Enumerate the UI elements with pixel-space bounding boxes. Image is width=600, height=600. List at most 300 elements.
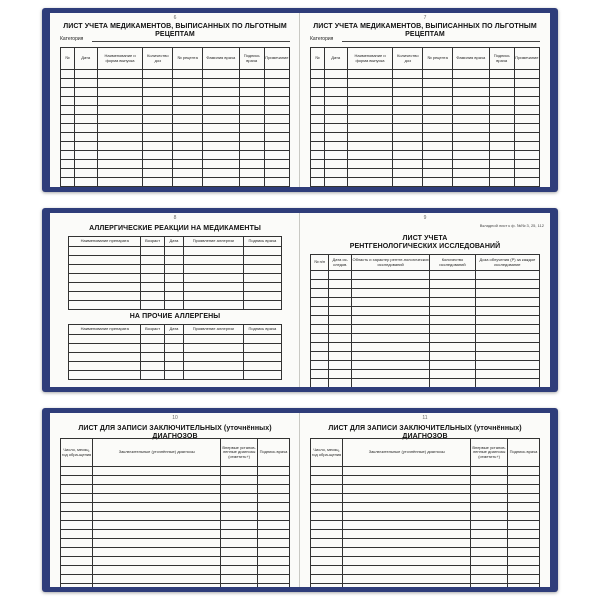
table-cell bbox=[143, 88, 173, 97]
table-cell bbox=[514, 169, 539, 178]
table-cell bbox=[93, 539, 221, 548]
table-cell bbox=[311, 151, 325, 160]
table-cell bbox=[97, 88, 143, 97]
table-row bbox=[61, 539, 290, 548]
table-cell bbox=[184, 292, 244, 301]
table-cell bbox=[475, 307, 539, 316]
table-cell bbox=[173, 178, 203, 187]
table-cell bbox=[243, 371, 281, 380]
table-cell bbox=[143, 142, 173, 151]
table-cell bbox=[97, 142, 143, 151]
table-cell bbox=[264, 106, 289, 115]
table-cell bbox=[93, 503, 221, 512]
table-cell bbox=[257, 512, 289, 521]
table-cell bbox=[352, 343, 430, 352]
table-row bbox=[311, 379, 540, 388]
table-cell bbox=[61, 106, 75, 115]
header-cell: Наименование препарата bbox=[69, 237, 141, 247]
table-cell bbox=[311, 467, 343, 476]
table-cell bbox=[69, 344, 141, 353]
table-cell bbox=[202, 115, 239, 124]
table-cell bbox=[221, 584, 258, 588]
table-cell bbox=[347, 124, 393, 133]
header-cell: Подпись врача bbox=[489, 48, 514, 70]
table-row bbox=[311, 289, 540, 298]
table-cell bbox=[452, 133, 489, 142]
table-cell bbox=[507, 467, 539, 476]
page-number: 9 bbox=[423, 215, 427, 221]
table-cell bbox=[202, 79, 239, 88]
table-cell bbox=[489, 79, 514, 88]
page-right bbox=[300, 413, 550, 587]
table-cell bbox=[173, 187, 203, 188]
table-row bbox=[61, 133, 290, 142]
table-cell bbox=[475, 316, 539, 325]
table-cell bbox=[352, 307, 430, 316]
header-cell: Подпись врача bbox=[239, 48, 264, 70]
table-cell bbox=[143, 151, 173, 160]
table-cell bbox=[141, 256, 164, 265]
table-cell bbox=[393, 178, 423, 187]
table-cell bbox=[311, 178, 325, 187]
table-cell bbox=[471, 467, 508, 476]
table-cell bbox=[507, 512, 539, 521]
table-cell bbox=[61, 160, 75, 169]
table-cell bbox=[311, 307, 329, 316]
table-cell bbox=[164, 353, 183, 362]
table-cell bbox=[184, 283, 244, 292]
table-cell bbox=[507, 557, 539, 566]
table-cell bbox=[452, 106, 489, 115]
table-cell bbox=[347, 178, 393, 187]
table-cell bbox=[74, 106, 97, 115]
table-cell bbox=[164, 274, 183, 283]
table-cell bbox=[324, 115, 347, 124]
table-cell bbox=[164, 371, 183, 380]
table-cell bbox=[507, 548, 539, 557]
header-cell: № рецепта bbox=[423, 48, 453, 70]
table-cell bbox=[311, 476, 343, 485]
table-cell bbox=[239, 133, 264, 142]
table-cell bbox=[239, 151, 264, 160]
table-cell bbox=[221, 467, 258, 476]
table-cell bbox=[489, 178, 514, 187]
table-cell bbox=[430, 343, 476, 352]
table-cell bbox=[343, 575, 471, 584]
table-cell bbox=[507, 503, 539, 512]
header-cell: Проявление аллергии bbox=[184, 325, 244, 335]
table-cell bbox=[74, 169, 97, 178]
table-cell bbox=[324, 187, 347, 188]
table-cell bbox=[430, 334, 476, 343]
table-cell bbox=[164, 335, 183, 344]
table-cell bbox=[324, 70, 347, 79]
table-cell bbox=[243, 353, 281, 362]
table-cell bbox=[324, 133, 347, 142]
table-cell bbox=[507, 521, 539, 530]
table-cell bbox=[257, 548, 289, 557]
table-cell bbox=[257, 584, 289, 588]
table-cell bbox=[221, 503, 258, 512]
table-cell bbox=[343, 503, 471, 512]
table-cell bbox=[69, 371, 141, 380]
table-row bbox=[61, 160, 290, 169]
table-cell bbox=[430, 379, 476, 388]
table-row bbox=[61, 88, 290, 97]
table-row bbox=[61, 584, 290, 588]
table-cell bbox=[507, 539, 539, 548]
table-cell bbox=[347, 169, 393, 178]
table-cell bbox=[507, 476, 539, 485]
table-row bbox=[61, 494, 290, 503]
table-cell bbox=[164, 344, 183, 353]
table-row bbox=[61, 115, 290, 124]
table-cell bbox=[343, 485, 471, 494]
table-cell bbox=[61, 494, 93, 503]
table-cell bbox=[489, 106, 514, 115]
table-cell bbox=[352, 334, 430, 343]
table-cell bbox=[143, 178, 173, 187]
table-cell bbox=[264, 178, 289, 187]
table-cell bbox=[475, 298, 539, 307]
table-cell bbox=[74, 133, 97, 142]
table-cell bbox=[329, 289, 352, 298]
table-cell bbox=[311, 503, 343, 512]
table-cell bbox=[243, 283, 281, 292]
table-cell bbox=[61, 575, 93, 584]
table-row bbox=[311, 70, 540, 79]
table-row bbox=[61, 467, 290, 476]
header-cell: Число, месяц, год обра-щения bbox=[61, 439, 93, 467]
header-cell: Число, месяц, год обра-щения bbox=[311, 439, 343, 467]
table-cell bbox=[347, 79, 393, 88]
table-row bbox=[61, 485, 290, 494]
table-cell bbox=[489, 142, 514, 151]
table-row bbox=[61, 575, 290, 584]
table-cell bbox=[514, 79, 539, 88]
table-cell bbox=[143, 106, 173, 115]
table-cell bbox=[74, 160, 97, 169]
table-cell bbox=[393, 151, 423, 160]
table-row bbox=[311, 584, 540, 588]
table-cell bbox=[221, 530, 258, 539]
header-cell: Заключительные (уточнённые) диагнозы bbox=[343, 439, 471, 467]
table-cell bbox=[393, 115, 423, 124]
table-cell bbox=[514, 142, 539, 151]
table-cell bbox=[471, 575, 508, 584]
table-cell bbox=[347, 187, 393, 188]
table-cell bbox=[507, 566, 539, 575]
page-title-line1: ЛИСТ УЧЕТА bbox=[402, 235, 448, 242]
table-cell bbox=[164, 247, 183, 256]
table-cell bbox=[393, 142, 423, 151]
table-cell bbox=[239, 106, 264, 115]
table-cell bbox=[143, 187, 173, 188]
table-cell bbox=[202, 88, 239, 97]
table-row bbox=[61, 187, 290, 188]
table-cell bbox=[264, 70, 289, 79]
diagnosis-table bbox=[310, 438, 540, 587]
header-cell: Дата ис-следов. bbox=[329, 255, 352, 271]
table-cell bbox=[141, 371, 164, 380]
table-cell bbox=[69, 274, 141, 283]
table-cell bbox=[164, 265, 183, 274]
table-cell bbox=[74, 70, 97, 79]
table-cell bbox=[430, 370, 476, 379]
table-cell bbox=[423, 178, 453, 187]
table-row bbox=[311, 494, 540, 503]
table-cell bbox=[239, 169, 264, 178]
table-cell bbox=[93, 485, 221, 494]
header-cell: Дата bbox=[324, 48, 347, 70]
table-cell bbox=[329, 316, 352, 325]
table-cell bbox=[221, 512, 258, 521]
table-cell bbox=[97, 133, 143, 142]
table-cell bbox=[93, 512, 221, 521]
table-cell bbox=[311, 557, 343, 566]
table-cell bbox=[475, 343, 539, 352]
table-cell bbox=[143, 124, 173, 133]
table-cell bbox=[69, 247, 141, 256]
table-cell bbox=[239, 79, 264, 88]
table-cell bbox=[239, 178, 264, 187]
table-cell bbox=[184, 344, 244, 353]
record-book-2 bbox=[42, 208, 558, 392]
table-cell bbox=[61, 97, 75, 106]
table-cell bbox=[74, 151, 97, 160]
table-cell bbox=[347, 115, 393, 124]
table-cell bbox=[352, 280, 430, 289]
medication-table bbox=[310, 47, 540, 187]
table-cell bbox=[423, 79, 453, 88]
table-cell bbox=[311, 521, 343, 530]
table-cell bbox=[61, 124, 75, 133]
table-cell bbox=[239, 88, 264, 97]
table-cell bbox=[74, 142, 97, 151]
table-cell bbox=[311, 530, 343, 539]
table-cell bbox=[61, 133, 75, 142]
table-cell bbox=[489, 124, 514, 133]
table-row bbox=[311, 343, 540, 352]
table-cell bbox=[347, 151, 393, 160]
table-row bbox=[69, 362, 282, 371]
table-cell bbox=[324, 124, 347, 133]
table-cell bbox=[471, 530, 508, 539]
table-cell bbox=[173, 169, 203, 178]
table-cell bbox=[257, 503, 289, 512]
table-cell bbox=[264, 142, 289, 151]
table-cell bbox=[61, 187, 75, 188]
table-row bbox=[311, 316, 540, 325]
table-cell bbox=[184, 371, 244, 380]
table-cell bbox=[239, 115, 264, 124]
table-row bbox=[69, 335, 282, 344]
table-cell bbox=[69, 335, 141, 344]
table-cell bbox=[423, 160, 453, 169]
table-cell bbox=[61, 476, 93, 485]
table-row bbox=[311, 124, 540, 133]
table-cell bbox=[93, 557, 221, 566]
table-row bbox=[61, 521, 290, 530]
table-cell bbox=[430, 307, 476, 316]
table-cell bbox=[475, 289, 539, 298]
table-cell bbox=[311, 316, 329, 325]
table-cell bbox=[514, 88, 539, 97]
header-cell: Возраст bbox=[141, 237, 164, 247]
table-cell bbox=[264, 124, 289, 133]
table-cell bbox=[93, 548, 221, 557]
table-cell bbox=[164, 283, 183, 292]
table-cell bbox=[173, 88, 203, 97]
table-cell bbox=[423, 106, 453, 115]
table-cell bbox=[264, 88, 289, 97]
header-cell: Наименование и форма выпуска bbox=[347, 48, 393, 70]
table-cell bbox=[164, 301, 183, 310]
table-row bbox=[61, 530, 290, 539]
table-cell bbox=[471, 503, 508, 512]
table-cell bbox=[221, 575, 258, 584]
table-cell bbox=[221, 521, 258, 530]
table-cell bbox=[471, 548, 508, 557]
table-cell bbox=[74, 187, 97, 188]
table-cell bbox=[173, 151, 203, 160]
table-cell bbox=[324, 160, 347, 169]
table-cell bbox=[324, 106, 347, 115]
table-cell bbox=[97, 178, 143, 187]
table-row bbox=[69, 292, 282, 301]
table-row bbox=[61, 476, 290, 485]
table-cell bbox=[343, 566, 471, 575]
table-cell bbox=[184, 247, 244, 256]
table-cell bbox=[69, 301, 141, 310]
table-cell bbox=[471, 584, 508, 588]
page-number: 8 bbox=[173, 215, 177, 221]
table-row bbox=[69, 371, 282, 380]
table-cell bbox=[184, 353, 244, 362]
table-cell bbox=[257, 485, 289, 494]
table-cell bbox=[93, 494, 221, 503]
table-cell bbox=[514, 160, 539, 169]
page-right bbox=[300, 213, 550, 387]
table-cell bbox=[143, 160, 173, 169]
header-cell: Фамилия врача bbox=[202, 48, 239, 70]
table-row bbox=[311, 298, 540, 307]
table-cell bbox=[423, 169, 453, 178]
table-cell bbox=[471, 557, 508, 566]
table-cell bbox=[324, 178, 347, 187]
page-title: ЛИСТ УЧЕТА МЕДИКАМЕНТОВ, ВЫПИСАННЫХ ПО ЛЬГОТНЫМ РЕЦЕПТАМ bbox=[63, 23, 287, 38]
table-cell bbox=[311, 271, 329, 280]
table-row bbox=[311, 151, 540, 160]
table-cell bbox=[257, 476, 289, 485]
table-cell bbox=[61, 115, 75, 124]
category-line bbox=[342, 41, 540, 42]
table-cell bbox=[329, 307, 352, 316]
header-cell: Заключительные (уточнённые) диагнозы bbox=[93, 439, 221, 467]
table-row bbox=[61, 106, 290, 115]
table-row bbox=[69, 283, 282, 292]
table-row bbox=[69, 274, 282, 283]
table-row bbox=[311, 169, 540, 178]
table-cell bbox=[352, 316, 430, 325]
table-row bbox=[311, 307, 540, 316]
header-cell: № п/п bbox=[311, 255, 329, 271]
table-cell bbox=[141, 283, 164, 292]
table-row bbox=[311, 106, 540, 115]
table-cell bbox=[173, 79, 203, 88]
table-cell bbox=[489, 97, 514, 106]
table-cell bbox=[141, 247, 164, 256]
table-row bbox=[311, 271, 540, 280]
table-cell bbox=[352, 289, 430, 298]
table-row bbox=[311, 334, 540, 343]
table-cell bbox=[514, 151, 539, 160]
table-cell bbox=[74, 97, 97, 106]
table-cell bbox=[202, 97, 239, 106]
table-cell bbox=[93, 521, 221, 530]
table-cell bbox=[184, 362, 244, 371]
table-row bbox=[61, 124, 290, 133]
table-cell bbox=[61, 548, 93, 557]
table-cell bbox=[393, 97, 423, 106]
table-cell bbox=[347, 88, 393, 97]
table-cell bbox=[311, 298, 329, 307]
table-cell bbox=[243, 256, 281, 265]
table-cell bbox=[452, 169, 489, 178]
table-cell bbox=[311, 160, 325, 169]
table-cell bbox=[324, 169, 347, 178]
table-cell bbox=[61, 142, 75, 151]
header-cell: Подпись врача bbox=[257, 439, 289, 467]
table-cell bbox=[61, 512, 93, 521]
table-row bbox=[311, 548, 540, 557]
table-cell bbox=[221, 539, 258, 548]
table-cell bbox=[69, 292, 141, 301]
table-cell bbox=[347, 133, 393, 142]
table-cell bbox=[311, 280, 329, 289]
table-cell bbox=[97, 70, 143, 79]
table-cell bbox=[352, 298, 430, 307]
table-row bbox=[61, 178, 290, 187]
diagnosis-table bbox=[60, 438, 290, 587]
table-cell bbox=[173, 160, 203, 169]
table-row bbox=[61, 548, 290, 557]
table-cell bbox=[257, 539, 289, 548]
table-cell bbox=[475, 379, 539, 388]
table-cell bbox=[452, 142, 489, 151]
table-row bbox=[311, 142, 540, 151]
table-cell bbox=[471, 494, 508, 503]
table-cell bbox=[61, 70, 75, 79]
table-cell bbox=[143, 169, 173, 178]
table-cell bbox=[489, 70, 514, 79]
insert-note: Вкладной лист к ф. №№ 3, 25, 112 bbox=[479, 223, 544, 228]
table-cell bbox=[430, 361, 476, 370]
page-number: 6 bbox=[173, 15, 177, 21]
table-cell bbox=[93, 584, 221, 588]
table-cell bbox=[173, 70, 203, 79]
table-cell bbox=[61, 557, 93, 566]
table-cell bbox=[329, 370, 352, 379]
table-cell bbox=[202, 178, 239, 187]
table-cell bbox=[69, 362, 141, 371]
allergy-other-table bbox=[68, 324, 282, 380]
table-cell bbox=[202, 124, 239, 133]
table-cell bbox=[311, 325, 329, 334]
table-cell bbox=[173, 124, 203, 133]
table-row bbox=[61, 97, 290, 106]
table-cell bbox=[324, 88, 347, 97]
